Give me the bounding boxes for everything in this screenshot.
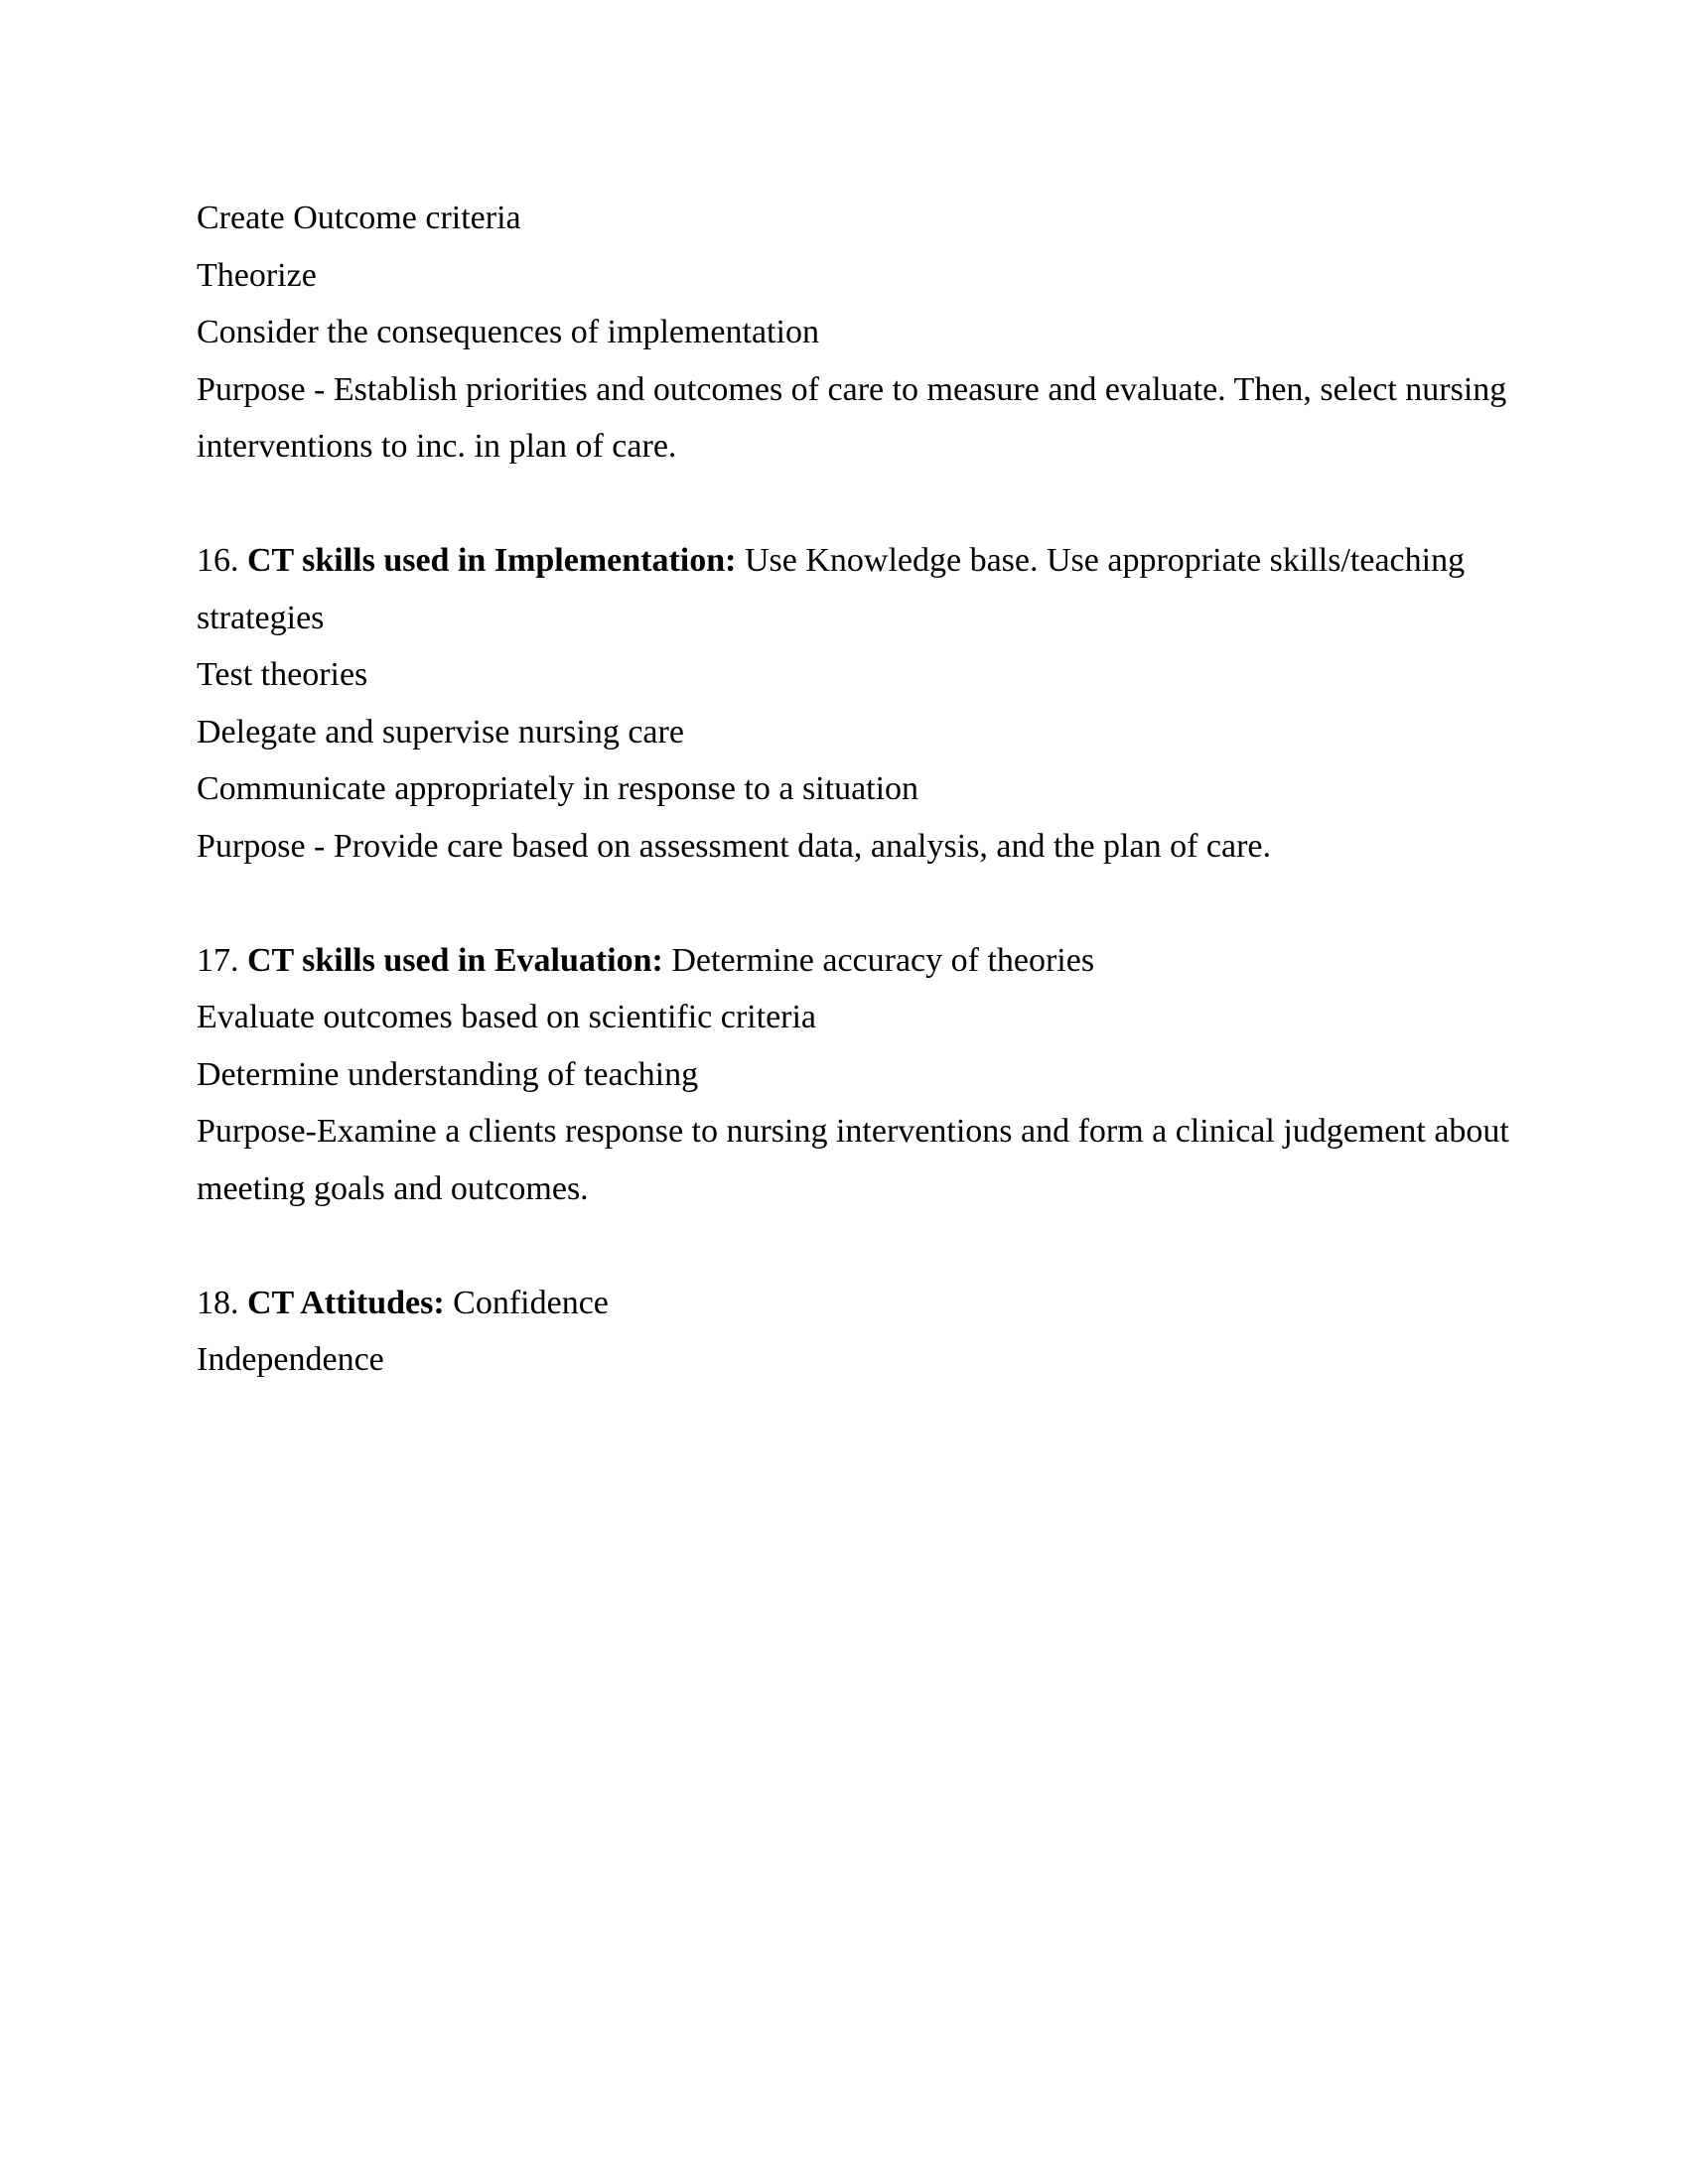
text-run: Theorize bbox=[197, 256, 317, 294]
document-line bbox=[197, 361, 1626, 419]
document-line bbox=[197, 1103, 1626, 1160]
text-run: strategies bbox=[197, 599, 325, 636]
text-run: Confidence bbox=[444, 1284, 609, 1321]
document-line bbox=[197, 704, 1626, 761]
bold-text-run: CT Attitudes: bbox=[247, 1284, 445, 1321]
text-run: Independence bbox=[197, 1341, 384, 1378]
document-line bbox=[197, 1160, 1626, 1218]
item-18-ct-attitudes bbox=[197, 1275, 1626, 1389]
document-line bbox=[197, 532, 1626, 590]
blank-line bbox=[197, 476, 1626, 533]
planning-section-continued bbox=[197, 190, 1626, 476]
text-run: Determine accuracy of theories bbox=[662, 941, 1095, 979]
document-line bbox=[197, 760, 1626, 818]
text-run: interventions to inc. in plan of care. bbox=[197, 428, 677, 465]
text-run: Consider the consequences of implementation bbox=[197, 314, 819, 350]
text-run: Determine understanding of teaching bbox=[197, 1055, 699, 1093]
document-line bbox=[197, 646, 1626, 704]
document-line bbox=[197, 190, 1626, 247]
blank-line bbox=[197, 875, 1626, 932]
text-run: Test theories bbox=[197, 656, 368, 693]
item-16-ct-skills-implementation bbox=[197, 532, 1626, 875]
document-line bbox=[197, 247, 1626, 305]
text-run: Purpose-Examine a clients response to nursing interventions and form a clinical judgement about bbox=[197, 1113, 1509, 1150]
document-line bbox=[197, 1046, 1626, 1104]
text-run: Purpose - Provide care based on assessment data, analysis, and the plan of care. bbox=[197, 827, 1271, 865]
text-run: Delegate and supervise nursing care bbox=[197, 713, 684, 751]
text-run: 17. bbox=[197, 941, 247, 979]
document-line bbox=[197, 418, 1626, 476]
text-run: Create Outcome criteria bbox=[197, 200, 521, 236]
document-line bbox=[197, 1275, 1626, 1332]
bold-text-run: CT skills used in Implementation: bbox=[247, 542, 737, 579]
item-17-ct-skills-evaluation bbox=[197, 932, 1626, 1218]
text-run: Purpose - Establish priorities and outcomes of care to measure and evaluate. Then, select nursing bbox=[197, 370, 1507, 408]
document-line bbox=[197, 590, 1626, 647]
text-run: 16. bbox=[197, 542, 247, 579]
document-line bbox=[197, 304, 1626, 361]
text-run: meeting goals and outcomes. bbox=[197, 1169, 589, 1207]
text-run: 18. bbox=[197, 1284, 247, 1321]
blank-line bbox=[197, 1217, 1626, 1275]
bold-text-run: CT skills used in Evaluation: bbox=[247, 941, 663, 979]
text-run: Communicate appropriately in response to a situation bbox=[197, 770, 919, 807]
document-line bbox=[197, 818, 1626, 876]
document-line bbox=[197, 989, 1626, 1046]
document-content bbox=[197, 190, 1626, 1389]
text-run: Use Knowledge base. Use appropriate skills/teaching bbox=[736, 542, 1466, 579]
document-line bbox=[197, 932, 1626, 990]
document-line bbox=[197, 1331, 1626, 1389]
text-run: Evaluate outcomes based on scientific criteria bbox=[197, 999, 817, 1035]
